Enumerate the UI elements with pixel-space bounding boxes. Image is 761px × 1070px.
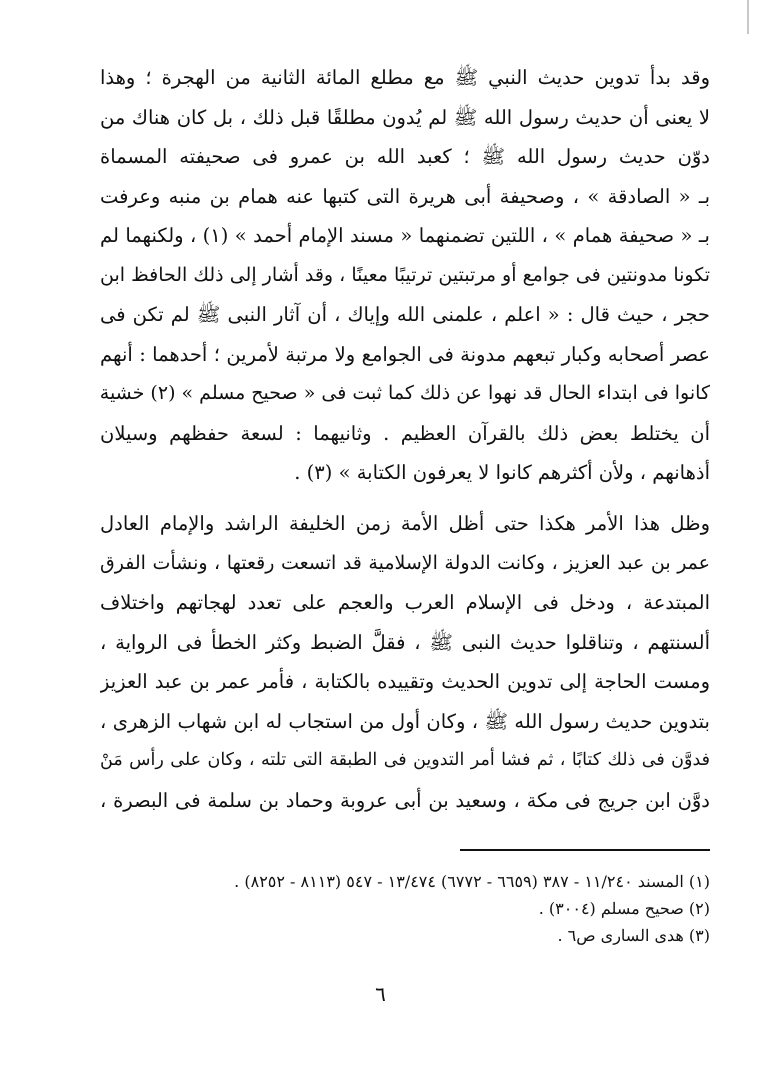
- paragraph-1: [100, 58, 710, 493]
- body-line: تكونا مدونتين فى جوامع أو مرتبتين ترتيبًا معينًا ، وقد أشار إلى ذلك الحافظ ابن: [100, 263, 710, 286]
- body-line: لا يعنى أن حديث رسول الله ﷺ لم يُدون مطلقًا قبل ذلك ، بل كان هناك من: [100, 105, 710, 129]
- footnote-separator: [460, 849, 710, 851]
- body-line: وظل هذا الأمر هكذا حتى أظل الأمة زمن الخليفة الراشد والإمام العادل: [100, 512, 710, 535]
- body-line: ومست الحاجة إلى تدوين الحديث وتقييده بالكتابة ، فأمر عمر بن عبد العزيز: [100, 670, 710, 693]
- footnote-1: (١) المسند ١١/٢٤٠ - ٣٨٧ (٦٦٥٩ - ٦٧٧٢) ١٣/٤٧٤ - ٥٤٧ (٨١١٣ - ٨٢٥٢) .: [234, 872, 710, 891]
- paragraph-2: [100, 504, 710, 820]
- body-line: ألسنتهم ، وتناقلوا حديث النبى ﷺ ، فقلَّ الضبط وكثر الخطأ فى الرواية ،: [100, 630, 710, 654]
- body-line: عمر بن عبد العزيز ، وكانت الدولة الإسلامية قد اتسعت رقعتها ، ونشأت الفرق: [100, 551, 710, 574]
- body-line: أن يختلط بعض ذلك بالقرآن العظيم . وثانيهما : لسعة حفظهم وسيلان: [100, 421, 710, 445]
- body-line: أذهانهم ، ولأن أكثرهم كانوا لا يعرفون الكتابة » (٣) .: [294, 461, 710, 484]
- footnote-3: (٣) هدى السارى ص٦ .: [557, 926, 710, 945]
- body-line: بـ « الصادقة » ، وصحيفة أبى هريرة التى كتبها عنه همام بن منبه وعرفت: [100, 184, 710, 208]
- body-line: بـ « صحيفة همام » ، اللتين تضمنهما « مسند الإمام أحمد » (١) ، ولكنهما لم: [100, 224, 710, 247]
- body-line: كانوا فى ابتداء الحال قد نهوا عن ذلك كما ثبت فى « صحيح مسلم » (٢) خشية: [100, 382, 710, 404]
- body-line: دوّن حديث رسول الله ﷺ ؛ كعبد الله بن عمرو فى صحيفته المسماة: [100, 145, 710, 168]
- footnote-2: (٢) صحيح مسلم (٣٠٠٤) .: [538, 899, 710, 918]
- footnotes: [100, 868, 710, 949]
- body-line: بتدوين حديث رسول الله ﷺ ، وكان أول من استجاب له ابن شهاب الزهرى ،: [100, 709, 710, 733]
- body-line: المبتدعة ، ودخل فى الإسلام العرب والعجم على تعدد لهجاتهم واختلاف: [100, 591, 710, 614]
- body-line: حجر ، حيث قال : « اعلم ، علمنى الله وإياك ، أن آثار النبى ﷺ لم تكن فى: [100, 303, 710, 326]
- body-line: وقد بدأ تدوين حديث النبي ﷺ مع مطلع المائة الثانية من الهجرة ؛ وهذا: [100, 66, 710, 89]
- body-line: دوَّن ابن جريج فى مكة ، وسعيد بن أبى عروبة وحماد بن سلمة فى البصرة ،: [100, 788, 710, 812]
- body-line: عصر أصحابه وكبار تبعهم مدونة فى الجوامع ولا مرتبة لأمرين ؛ أحدهما : أنهم: [100, 342, 710, 366]
- page-number: ٦: [375, 982, 386, 1006]
- scan-edge-mark: [747, 0, 749, 34]
- body-line: فدوَّن فى ذلك كتابًا ، ثم فشا أمر التدوين فى الطبقة التى تلته ، وكان على رأس مَنْ: [100, 750, 710, 770]
